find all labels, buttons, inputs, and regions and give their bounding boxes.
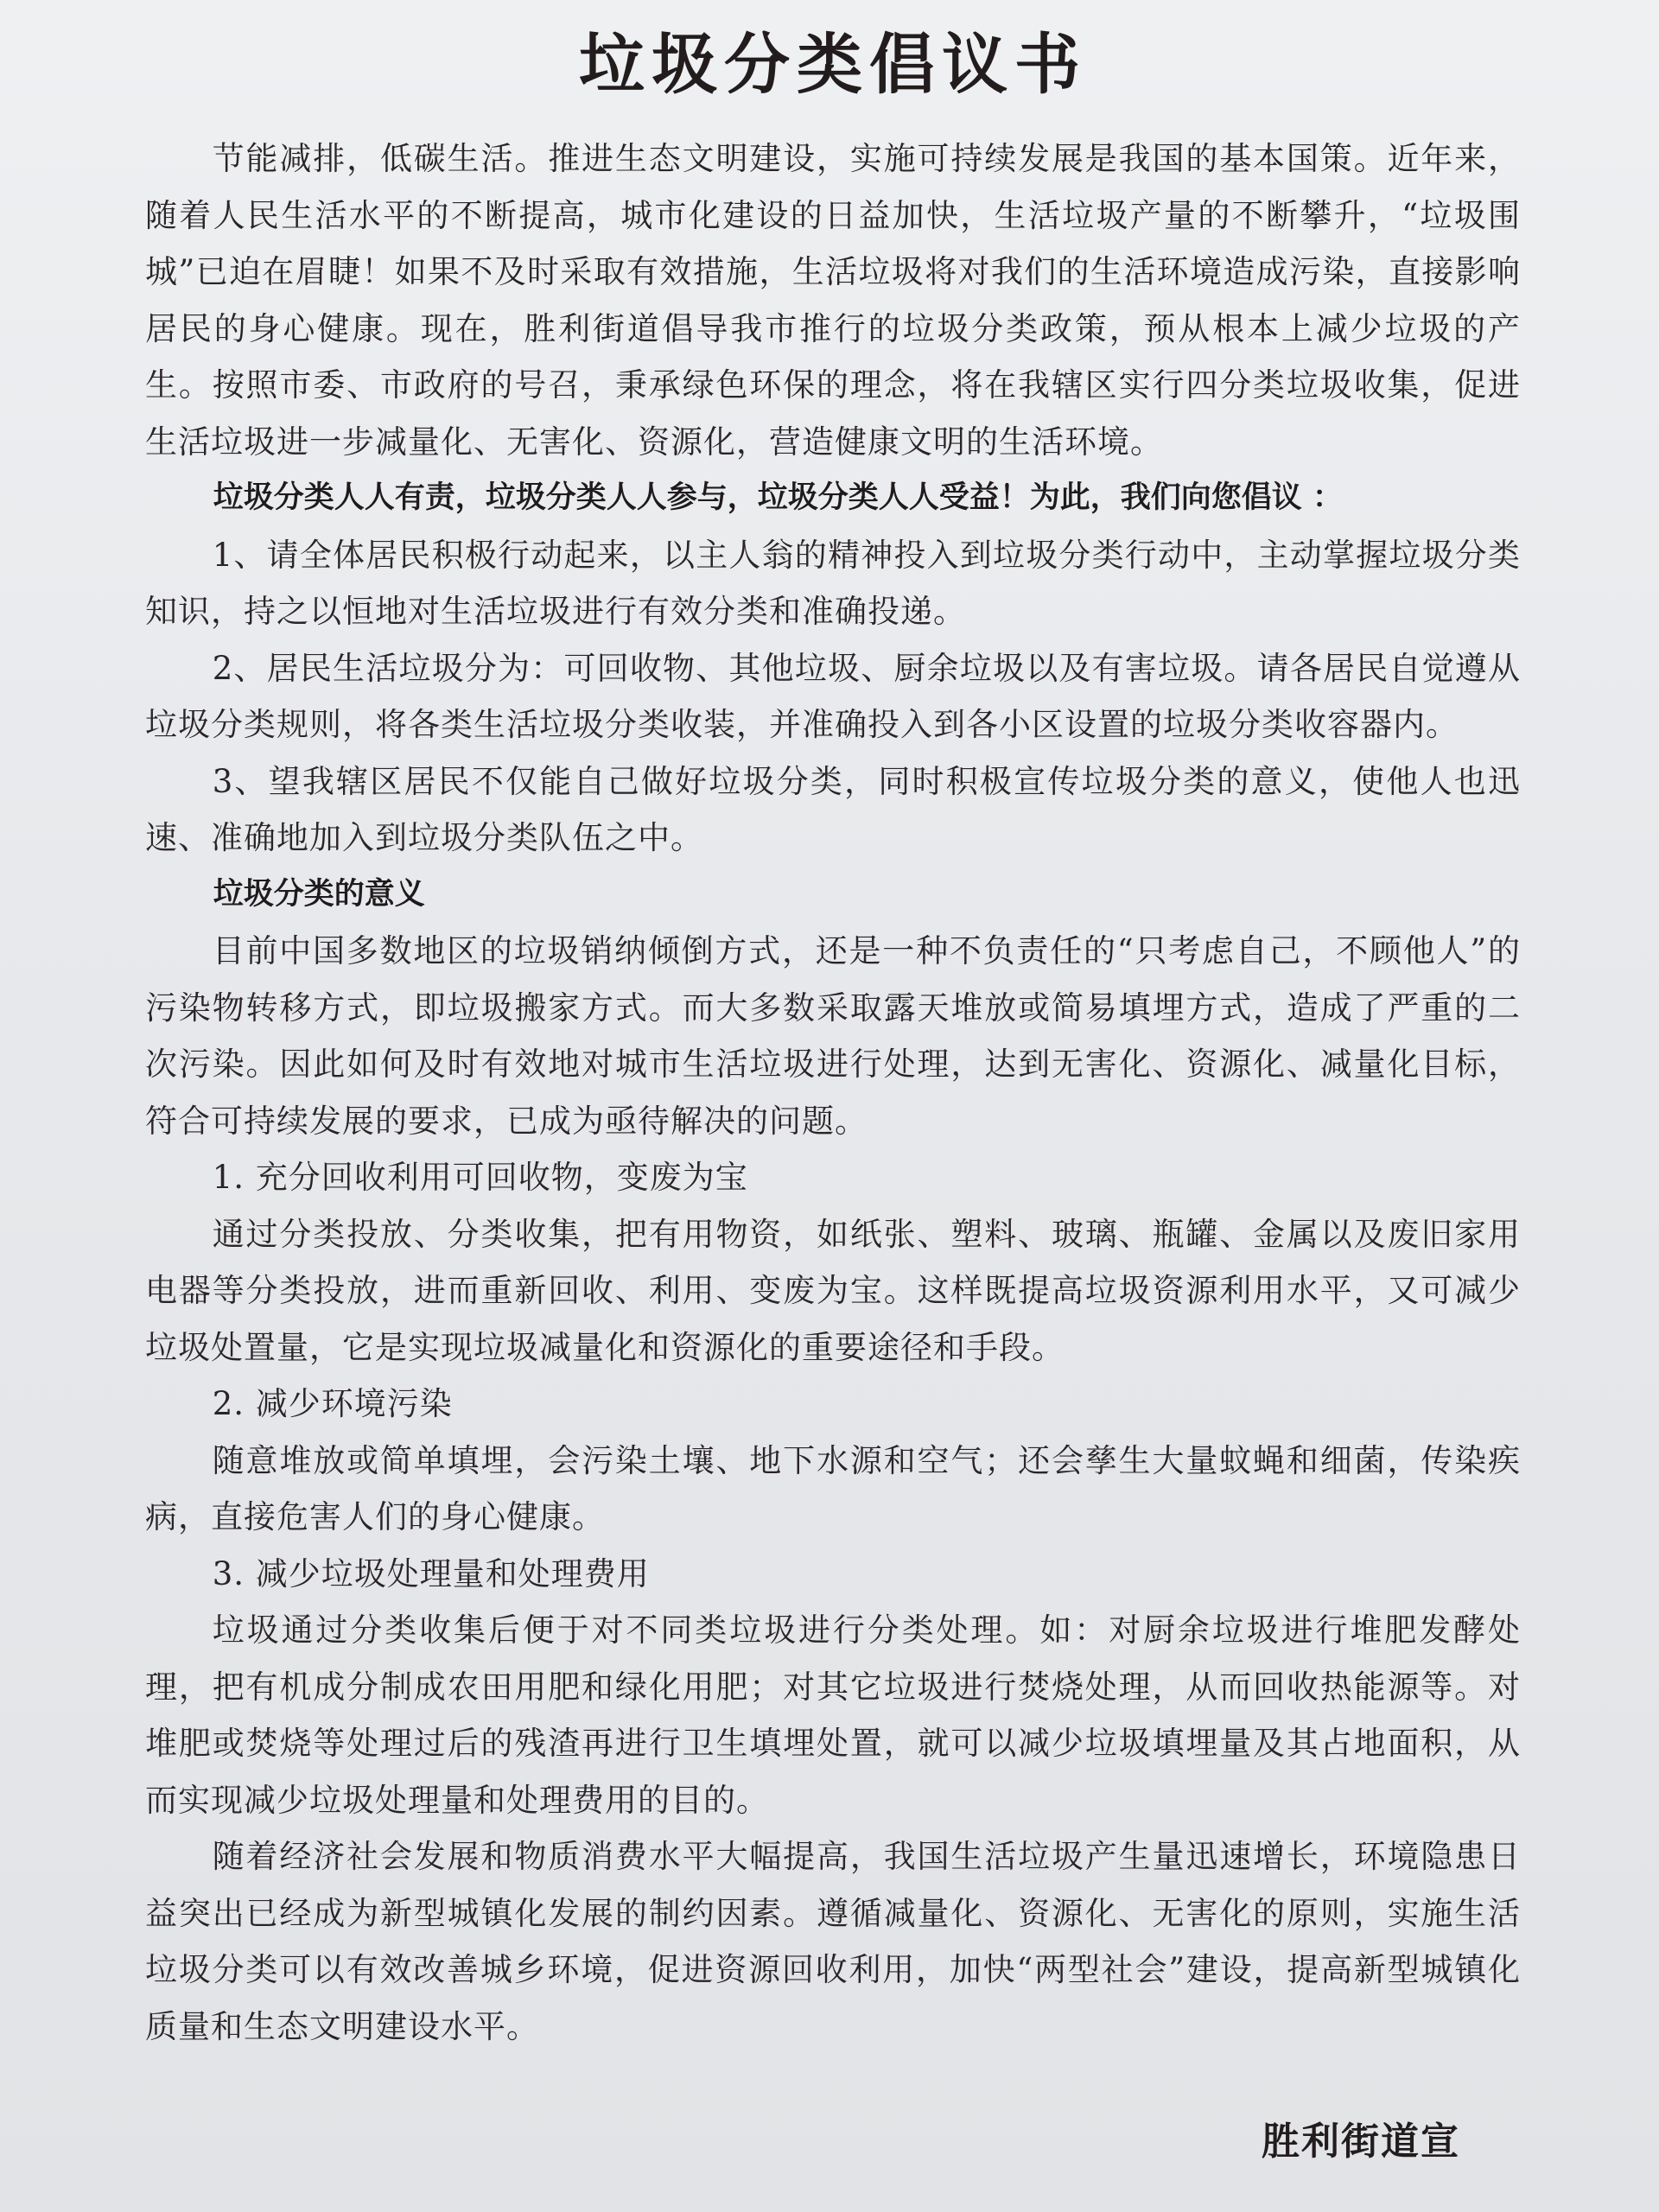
intro-paragraph: 节能减排，低碳生活。推进生态文明建设，实施可持续发展是我国的基本国策。近年来，随着人民生活水平的不断提高，城市化建设的日益加快，生活垃圾产量的不断攀升，“垃圾围城”已迫在眉睫！如果不及时采取有效措施，生活垃圾将对我们的生活环境造成污染，直接影响居民的身心健康。现在，胜利街道倡导我市推行的垃圾分类政策，预从根本上减少垃圾的产生。按照市委、市政府的号召，秉承绿色环保的理念，将在我辖区实行四分类垃圾收集，促进生活垃圾进一步减量化、无害化、资源化，营造健康文明的生活环境。 <box>145 140 1521 461</box>
signature: 胜利街道宣 <box>1262 2120 1460 2164</box>
document-title: 垃圾分类倡议书 <box>579 26 1087 103</box>
point-body: 通过分类投放、分类收集，把有用物资，如纸张、塑料、玻璃、瓶罐、金属以及废旧家用电器等分类投放，进而重新回收、利用、变废为宝。这样既提高垃圾资源利用水平，又可减少垃圾处置量，它是实现垃圾减量化和资源化的重要途径和手段。 <box>145 1215 1521 1366</box>
meaning-heading: 垃圾分类的意义 <box>213 876 425 912</box>
proposal-item: 3、望我辖区居民不仅能自己做好垃圾分类，同时积极宣传垃圾分类的意义，使他人也迅速、准确地加入到垃圾分类队伍之中。 <box>145 762 1521 856</box>
proposal-item: 2、居民生活垃圾分为：可回收物、其他垃圾、厨余垃圾以及有害垃圾。请各居民自觉遵从垃圾分类规则，将各类生活垃圾分类收装，并准确投入到各小区设置的垃圾分类收容器内。 <box>145 649 1521 743</box>
point-title: 2. 减少环境污染 <box>212 1385 453 1422</box>
point-title: 1. 充分回收利用可回收物，变废为宝 <box>212 1159 748 1196</box>
point-body: 垃圾通过分类收集后便于对不同类垃圾进行分类处理。如：对厨余垃圾进行堆肥发酵处理，把有机成分制成农田用肥和绿化用肥；对其它垃圾进行焚烧处理，从而回收热能源等。对堆肥或焚烧等处理过后的残渣再进行卫生填埋处置，就可以减少垃圾填埋量及其占地面积，从而实现减少垃圾处理量和处理费用的目的。 <box>145 1611 1521 1819</box>
meaning-intro-paragraph: 目前中国多数地区的垃圾销纳倾倒方式，还是一种不负责任的“只考虑自己，不顾他人”的污染物转移方式，即垃圾搬家方式。而大多数采取露天堆放或简易填埋方式，造成了严重的二次污染。因此如何及时有效地对城市生活垃圾进行处理，达到无害化、资源化、减量化目标，符合可持续发展的要求，已成为亟待解决的问题。 <box>145 932 1521 1140</box>
point-body: 随意堆放或简单填埋，会污染土壤、地下水源和空气；还会孳生大量蚊蝇和细菌，传染疾病，直接危害人们的身心健康。 <box>145 1441 1521 1535</box>
conclusion-paragraph: 随着经济社会发展和物质消费水平大幅提高，我国生活垃圾产生量迅速增长，环境隐患日益突出已经成为新型城镇化发展的制约因素。遵循减量化、资源化、无害化的原则，实施生活垃圾分类可以有效改善城乡环境，促进资源回收利用，加快“两型社会”建设，提高新型城镇化质量和生态文明建设水平。 <box>145 1838 1521 2045</box>
proposal-item: 1、请全体居民积极行动起来，以主人翁的精神投入到垃圾分类行动中，主动掌握垃圾分类知识，持之以恒地对生活垃圾进行有效分类和准确投递。 <box>145 536 1521 630</box>
point-title: 3. 减少垃圾处理量和处理费用 <box>212 1554 650 1592</box>
call-heading: 垃圾分类人人有责，垃圾分类人人参与，垃圾分类人人受益！为此，我们向您倡议 ： <box>213 480 1343 515</box>
